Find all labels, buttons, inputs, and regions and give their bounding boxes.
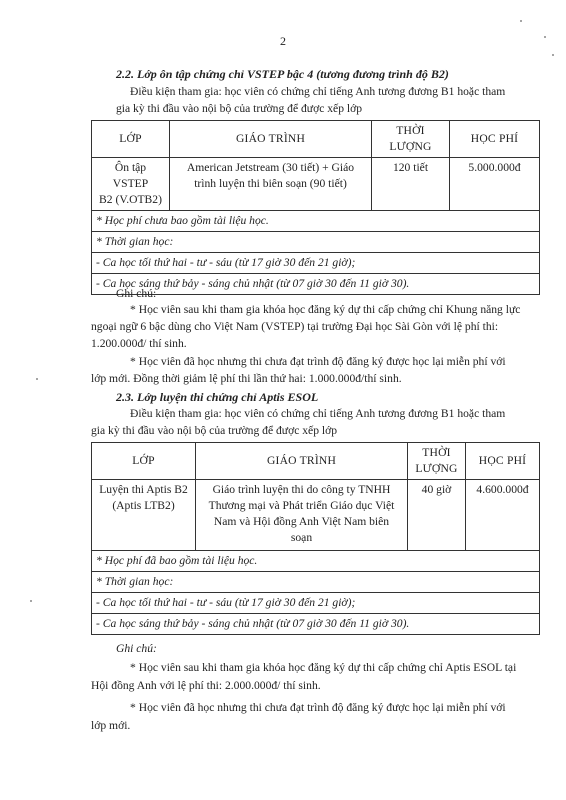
note-cell: - Ca học sáng thứ bảy - sáng chủ nhật (từ 07 giờ 30 đến 11 giờ 30). [92,274,540,295]
header-duration-line1: THỜI [422,446,451,459]
vstep-note1-line1: * Học viên sau khi tham gia khóa học đăng ký dự thi cấp chứng chỉ Khung năng lực [130,303,521,316]
note-cell: * Thời gian học: [92,232,540,253]
cell-curriculum [196,480,408,551]
header-duration [372,121,450,158]
aptis-course-table [91,442,540,635]
cell-class-line2: (Aptis LTB2) [112,499,175,512]
note-cell: * Thời gian học: [92,572,540,593]
section-heading-vstep: 2.2. Lớp ôn tập chứng chỉ VSTEP bậc 4 (tương đương trình độ B2) [116,67,449,81]
note-row [92,274,540,295]
scan-speck [552,54,554,56]
vstep-condition-line2: gia kỳ thi đầu vào nội bộ của trường để được xếp lớp [116,102,363,115]
note-cell: * Học phí đã bao gồm tài liệu học. [92,551,540,572]
scan-speck [36,378,38,380]
cell-duration: 120 tiết [372,158,450,211]
cell-curriculum-line1: American Jetstream (30 tiết) + Giáo [186,161,355,174]
header-fee: HỌC PHÍ [466,443,540,480]
cell-class-line1: Luyện thi Aptis B2 [99,483,188,496]
cell-fee: 5.000.000đ [450,158,540,211]
note-cell: - Ca học tối thứ hai - tư - sáu (từ 17 giờ 30 đến 21 giờ); [92,593,540,614]
header-curriculum: GIÁO TRÌNH [196,443,408,480]
cell-curriculum-line2: trình luyện thi biên soạn (90 tiết) [194,177,347,190]
cell-curriculum [170,158,372,211]
header-fee: HỌC PHÍ [450,121,540,158]
note-cell: - Ca học sáng thứ bảy - sáng chủ nhật (từ 07 giờ 30 đến 11 giờ 30). [92,614,540,635]
table-header-row [92,443,540,480]
aptis-condition-line2: gia kỳ thi đầu vào nội bộ của trường để được xếp lớp [91,424,338,437]
note-row [92,593,540,614]
cell-class-line2: B2 (V.OTB2) [99,193,162,206]
cell-class [92,480,196,551]
table-header-row [92,121,540,158]
header-class: LỚP [92,121,170,158]
section-heading-aptis: 2.3. Lớp luyện thi chứng chỉ Aptis ESOL [116,390,319,404]
aptis-note2-line2: lớp mới. [91,719,131,732]
cell-class [92,158,170,211]
scan-speck [30,600,32,602]
cell-curriculum-line2: Thương mại và Phát triển Giáo dục Việt [208,499,395,512]
header-duration-line2: LƯỢNG [415,462,458,475]
aptis-condition-line1: Điều kiện tham gia: học viên có chứng chỉ tiếng Anh tương đương B1 hoặc tham [130,407,506,420]
header-duration [408,443,466,480]
page-number: 2 [280,34,286,48]
vstep-note1-line2: ngoại ngữ 6 bậc dùng cho Việt Nam (VSTEP) tại trường Đại học Sài Gòn với lệ phí thi: [91,320,499,333]
note-row [92,253,540,274]
aptis-note1-line1: * Học viên sau khi tham gia khóa học đăng ký dự thi cấp chứng chỉ Aptis ESOL tại [130,661,517,674]
aptis-ghi-chu: Ghi chú: [116,642,157,655]
cell-duration: 40 giờ [408,480,466,551]
vstep-note2-line1: * Học viên đã học nhưng thi chưa đạt trình độ đăng ký được học lại miễn phí với [130,355,506,368]
note-row [92,551,540,572]
cell-curriculum-line4: soạn [290,531,313,544]
aptis-note1-line2: Hội đồng Anh với lệ phí thi: 2.000.000đ/ thí sinh. [91,679,321,692]
cell-curriculum-line1: Giáo trình luyện thi do công ty TNHH [212,483,391,496]
vstep-course-table [91,120,540,295]
vstep-note1-line3: 1.200.000đ/ thí sinh. [91,337,187,350]
table-row [92,158,540,211]
header-curriculum: GIÁO TRÌNH [170,121,372,158]
cell-curriculum-line3: Nam và Hội đồng Anh Việt Nam biên [213,515,390,528]
header-duration-line2: LƯỢNG [389,140,432,153]
note-row [92,232,540,253]
vstep-ghi-chu: Ghi chú: [116,287,157,300]
note-cell: - Ca học tối thứ hai - tư - sáu (từ 17 giờ 30 đến 21 giờ); [92,253,540,274]
note-row [92,614,540,635]
header-duration-line1: THỜI [396,124,425,137]
aptis-note2-line1: * Học viên đã học nhưng thi chưa đạt trình độ đăng ký được học lại miễn phí với [130,701,506,714]
vstep-condition-line1: Điều kiện tham gia: học viên có chứng chỉ tiếng Anh tương đương B1 hoặc tham [130,85,506,98]
note-row [92,211,540,232]
cell-fee: 4.600.000đ [466,480,540,551]
header-class: LỚP [92,443,196,480]
cell-class-line1: Ôn tập VSTEP [112,161,149,190]
scan-speck [520,20,522,22]
vstep-note2-line2: lớp mới. Đồng thời giảm lệ phí thi lần thứ hai: 1.000.000đ/thí sinh. [91,372,402,385]
note-cell: * Học phí chưa bao gồm tài liệu học. [92,211,540,232]
note-row [92,572,540,593]
table-row [92,480,540,551]
